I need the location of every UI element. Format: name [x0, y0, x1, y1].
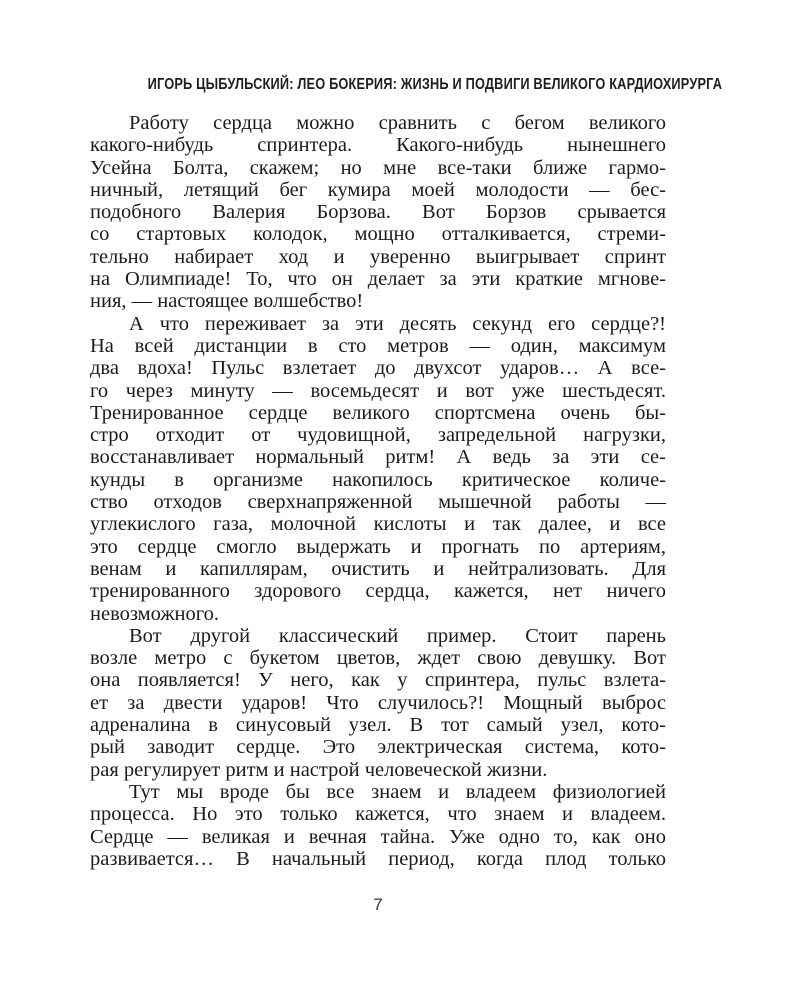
text-line: На всей дистанции в сто метров — один, максимум — [90, 334, 666, 357]
text-line: какого-нибудь спринтера. Какого-нибудь нынешнего — [90, 134, 666, 157]
text-line: адреналина в синусовый узел. В тот самый узел, кото- — [90, 714, 666, 737]
text-line: Сердце — великая и вечная тайна. Уже одно то, как оно — [90, 825, 666, 848]
text-line: восстанавливает нормальный ритм! А ведь за эти се- — [90, 446, 666, 469]
text-line: невозможного. — [90, 602, 220, 625]
body-text — [90, 112, 666, 870]
text-line: два вдоха! Пульс взлетает до двухсот ударов… А все- — [90, 357, 666, 380]
text-line: кунды в организме накопилось критическое количе- — [90, 468, 666, 491]
text-line: тренированного здорового сердца, кажется, нет ничего — [90, 580, 666, 603]
text-line: возле метро с букетом цветов, ждет свою девушку. Вот — [90, 647, 666, 670]
text-line: стро отходит от чудовищной, запредельной нагрузки, — [90, 424, 666, 447]
text-line: на Олимпиаде! То, что он делает за эти краткие мгнове- — [90, 268, 666, 291]
text-line: Тут мы вроде бы все знаем и владеем физиологией — [129, 780, 666, 803]
text-line: ничный, летящий бег кумира моей молодости — бес- — [90, 178, 666, 201]
text-line: углекислого газа, молочной кислоты и так далее, и все — [90, 513, 666, 536]
text-line: ния, — настоящее волшебство! — [90, 290, 364, 313]
text-line: процесса. Но это только кажется, что знаем и владеем. — [90, 803, 666, 826]
text-line: Вот другой классический пример. Стоит парень — [129, 624, 666, 647]
text-line: ет за двести ударов! Что случилось?! Мощный выброс — [90, 691, 666, 714]
text-line: рая регулирует ритм и настрой человеческой жизни. — [90, 758, 548, 781]
text-line: Тренированное сердце великого спортсмена очень бы- — [90, 401, 666, 424]
text-line: Усейна Болта, скажем; но мне все-таки ближе гармо- — [90, 156, 666, 179]
page-number: 7 — [373, 895, 383, 914]
text-line: это сердце смогло выдержать и прогнать по артериям, — [90, 535, 666, 558]
text-line: тельно набирает ход и уверенно выигрывает спринт — [90, 245, 666, 268]
text-line: го через минуту — восемьдесят и вот уже шестьдесят. — [90, 379, 666, 402]
text-line: Работу сердца можно сравнить с бегом великого — [129, 112, 666, 134]
running-header: ИГОРЬ ЦЫБУЛЬСКИЙ: ЛЕО БОКЕРИЯ: ЖИЗНЬ И ПОДВИГИ ВЕЛИКОГО КАРДИОХИРУРГА — [147, 76, 723, 93]
text-line: венам и капиллярам, очистить и нейтрализовать. Для — [90, 557, 666, 580]
text-line: рый заводит сердце. Это электрическая система, кото- — [90, 736, 666, 759]
text-line: со стартовых колодок, мощно отталкивается, стреми- — [90, 223, 666, 246]
text-line: подобного Валерия Борзова. Вот Борзов срывается — [90, 201, 666, 224]
text-line: развивается… В начальный период, когда плод только — [90, 847, 666, 870]
text-line: ство отходов сверхнапряженной мышечной работы — — [90, 491, 666, 514]
text-line: А что переживает за эти десять секунд его сердце?! — [129, 312, 666, 335]
text-line: она появляется! У него, как у спринтера, пульс взлета- — [90, 669, 666, 692]
